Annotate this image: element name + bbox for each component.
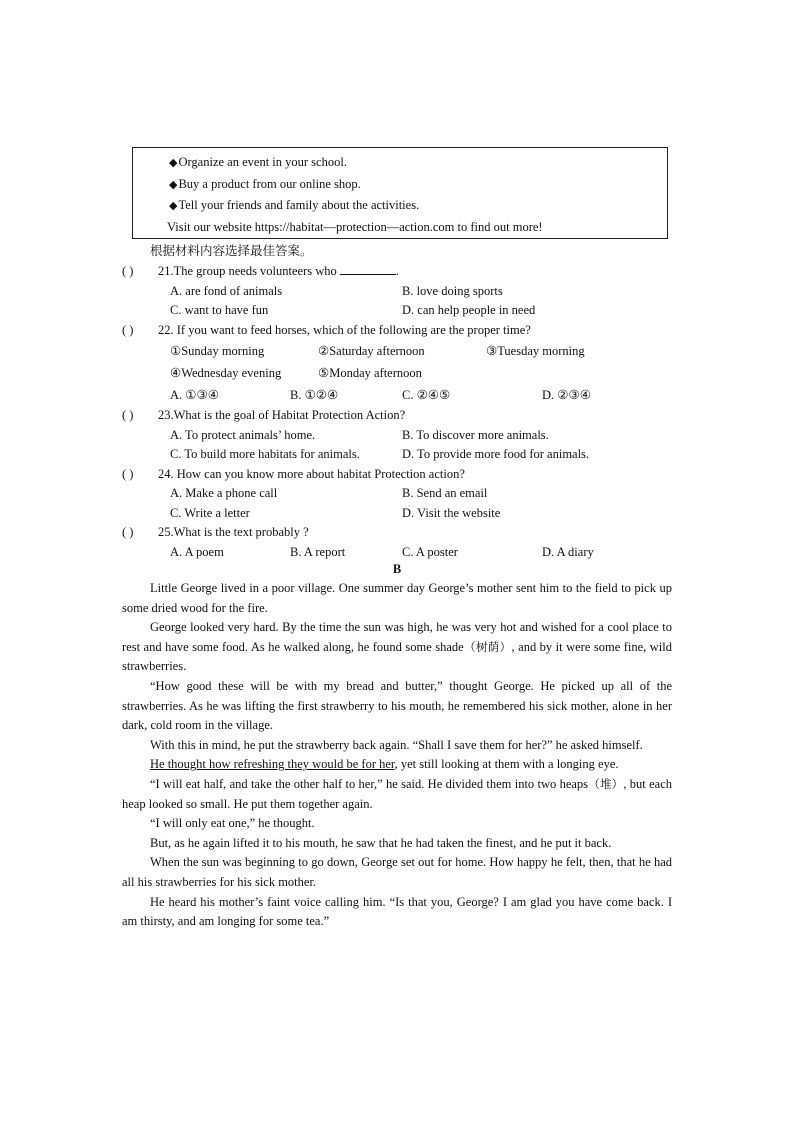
passage-paragraph: But, as he again lifted it to his mouth, he saw that he had taken the finest, and he put it back. <box>150 835 612 850</box>
option-a[interactable]: A. To protect animals’ home. <box>170 427 316 442</box>
passage-paragraph: “I will only eat one,” he thought. <box>150 816 315 831</box>
option-d[interactable]: D. ②③④ <box>542 388 591 402</box>
answer-paren[interactable]: ( ) <box>122 322 134 337</box>
option-row <box>122 426 682 446</box>
option-d[interactable]: D. A diary <box>542 544 594 559</box>
ad-item: ◆Tell your friends and family about the activities. <box>169 198 420 212</box>
question-list <box>122 262 682 562</box>
question-22-stem: ( ) 22. If you want to feed horses, which of the following are the proper time? <box>122 321 682 341</box>
question-23-stem: ( ) 23.What is the goal of Habitat Protection Action? <box>122 406 682 426</box>
option-row <box>122 445 682 465</box>
sub-option-row <box>122 362 682 384</box>
option-d[interactable]: D. Visit the website <box>402 505 501 520</box>
passage-paragraph: Little George lived in a poor village. One summer day George’s mother sent him to the field to pick up some dried wood for the fire. <box>122 581 672 615</box>
option-d[interactable]: D. can help people in need <box>402 303 536 317</box>
question-21-stem: ( ) 21.The group needs volunteers who . <box>122 262 682 282</box>
sub-option-2: ②Saturday afternoon <box>318 344 425 358</box>
passage-paragraph: He heard his mother’s faint voice calling him. “Is that you, George? I am glad you have come back. I am thirsty, and am longing for some tea.” <box>122 894 672 929</box>
passage-paragraph: “How good these will be with my bread and butter,” thought George. He picked up all of the strawberries. As he was lifting the first strawberry to his mouth, he remembered his sick mother, alone in her dark, cold room in the village. <box>122 678 672 733</box>
passage-paragraph: With this in mind, he put the strawberry back again. “Shall I save them for her?” he asked himself. <box>150 737 643 752</box>
ad-website-line: Visit our website https://habitat—protection—action.com to find out more! <box>167 219 543 234</box>
question-25-stem: ( ) 25.What is the text probably ? <box>122 523 682 543</box>
advertisement-box <box>132 147 668 239</box>
option-b[interactable]: B. Send an email <box>402 486 488 500</box>
underlined-sentence: He thought how refreshing they would be for her <box>150 757 395 772</box>
option-a[interactable]: A. Make a phone call <box>170 486 278 500</box>
option-c[interactable]: C. Write a letter <box>170 505 250 520</box>
option-row <box>122 504 682 524</box>
answer-paren[interactable]: ( ) <box>122 408 134 422</box>
option-b[interactable]: B. To discover more animals. <box>402 427 549 442</box>
sub-option-row <box>122 340 682 362</box>
answer-paren[interactable]: ( ) <box>122 466 134 481</box>
section-heading-b: B <box>392 562 402 576</box>
ad-item: ◆Buy a product from our online shop. <box>169 176 361 191</box>
diamond-bullet-icon: ◆ <box>169 157 178 169</box>
sub-option-5: ⑤Monday afternoon <box>318 366 422 380</box>
option-b[interactable]: B. A report <box>290 544 346 559</box>
passage-paragraph: When the sun was beginning to go down, George set out for home. How happy he felt, then, that he had all his strawberries for his sick mother. <box>122 855 672 889</box>
option-a[interactable]: A. A poem <box>170 544 224 559</box>
option-row <box>122 301 682 321</box>
option-c[interactable]: C. A poster <box>402 544 458 559</box>
option-d[interactable]: D. To provide more food for animals. <box>402 447 590 461</box>
option-a[interactable]: A. are fond of animals <box>170 283 283 298</box>
sub-option-3: ③Tuesday morning <box>486 344 585 358</box>
reading-passage <box>122 579 672 932</box>
passage-paragraph: George looked very hard. By the time the sun was high, he was very hot and wished for a cool place to rest and have some food. As he walked along, he found some shade（树荫）, and by it were some fine, wild strawberries. <box>122 620 672 674</box>
answer-paren[interactable]: ( ) <box>122 264 134 278</box>
question-24-stem: ( ) 24. How can you know more about habitat Protection action? <box>122 465 682 485</box>
answer-paren[interactable]: ( ) <box>122 525 134 539</box>
option-row <box>122 384 682 406</box>
option-c[interactable]: C. ②④⑤ <box>402 388 451 402</box>
option-row <box>122 484 682 504</box>
sub-option-1: ①Sunday morning <box>170 344 265 358</box>
diamond-bullet-icon: ◆ <box>169 200 178 212</box>
option-b[interactable]: B. ①②④ <box>290 388 339 402</box>
option-c[interactable]: C. want to have fun <box>170 303 269 317</box>
passage-paragraph: “I will eat half, and take the other half to her,” he said. He divided them into two heaps（堆）, but each heap looked so small. He put them together again. <box>122 776 673 811</box>
option-a[interactable]: A. ①③④ <box>170 388 219 402</box>
passage-paragraph: He thought how refreshing they would be for her, yet still looking at them with a longing eye. <box>150 757 619 772</box>
option-b[interactable]: B. love doing sports <box>402 283 503 298</box>
option-row <box>122 282 682 302</box>
instruction-text: 根据材料内容选择最佳答案。 <box>150 243 313 258</box>
ad-item: ◆Organize an event in your school. <box>169 155 347 169</box>
option-c[interactable]: C. To build more habitats for animals. <box>170 447 360 461</box>
diamond-bullet-icon: ◆ <box>169 178 178 191</box>
answer-blank[interactable] <box>340 262 396 275</box>
sub-option-4: ④Wednesday evening <box>170 366 282 380</box>
